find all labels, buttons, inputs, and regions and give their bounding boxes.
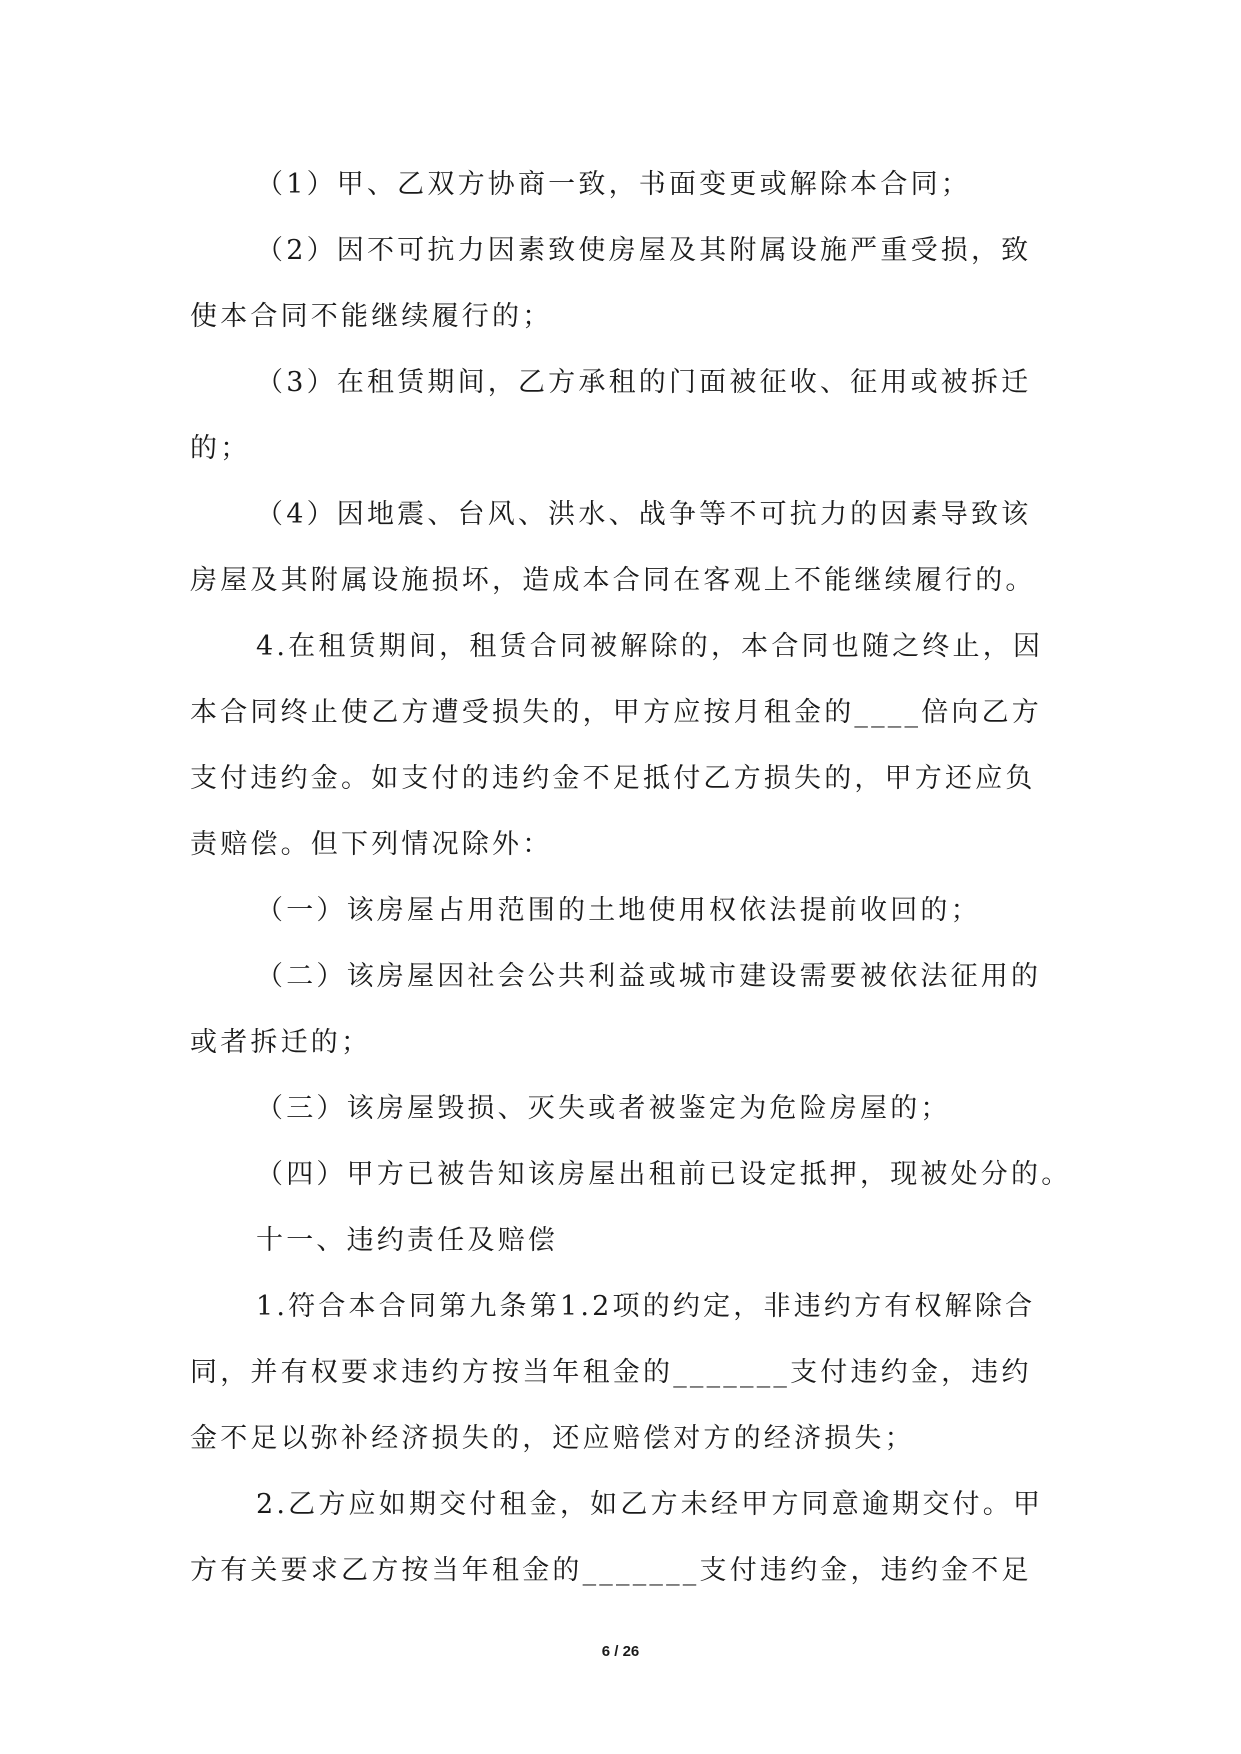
clause-line: 或者拆迁的； bbox=[190, 1027, 372, 1058]
clause-line: （1）甲、乙双方协商一致，书面变更或解除本合同； bbox=[256, 169, 971, 200]
clause-line: （二）该房屋因社会公共利益或城市建设需要被依法征用的 bbox=[256, 961, 1042, 992]
clause-line: 的； bbox=[190, 433, 251, 464]
clause-line: 金不足以弥补经济损失的，还应赔偿对方的经济损失； bbox=[190, 1423, 915, 1454]
clause-line: （一）该房屋占用范围的土地使用权依法提前收回的； bbox=[256, 895, 981, 926]
clause-line: 2.乙方应如期交付租金，如乙方未经甲方同意逾期交付。甲 bbox=[256, 1489, 1044, 1520]
clause-line: 方有关要求乙方按当年租金的_______支付违约金，违约金不足 bbox=[190, 1555, 1032, 1586]
clause-line: 支付违约金。如支付的违约金不足抵付乙方损失的，甲方还应负 bbox=[190, 763, 1036, 794]
clause-line: 责赔偿。但下列情况除外： bbox=[190, 829, 553, 860]
clause-line: 使本合同不能继续履行的； bbox=[190, 301, 553, 332]
clause-line: 同，并有权要求违约方按当年租金的_______支付违约金，违约 bbox=[190, 1357, 1032, 1388]
clause-line: （4）因地震、台风、洪水、战争等不可抗力的因素导致该 bbox=[256, 499, 1032, 530]
document-body bbox=[190, 152, 1072, 1604]
page-number: 6 / 26 bbox=[601, 1643, 640, 1660]
clause-line: （四）甲方已被告知该房屋出租前已设定抵押，现被处分的。 bbox=[256, 1159, 1072, 1190]
clause-line: （3）在租赁期间，乙方承租的门面被征收、征用或被拆迁 bbox=[256, 367, 1032, 398]
clause-line: 房屋及其附属设施损坏，造成本合同在客观上不能继续履行的。 bbox=[190, 565, 1036, 596]
clause-line: 本合同终止使乙方遭受损失的，甲方应按月租金的____倍向乙方 bbox=[190, 697, 1042, 728]
clause-line: （2）因不可抗力因素致使房屋及其附属设施严重受损，致 bbox=[256, 235, 1032, 266]
clause-line: 1.符合本合同第九条第1.2项的约定，非违约方有权解除合 bbox=[256, 1291, 1036, 1322]
section-heading: 十一、违约责任及赔偿 bbox=[256, 1225, 558, 1256]
clause-line: 4.在租赁期间，租赁合同被解除的，本合同也随之终止，因 bbox=[256, 631, 1044, 662]
clause-line: （三）该房屋毁损、灭失或者被鉴定为危险房屋的； bbox=[256, 1093, 951, 1124]
